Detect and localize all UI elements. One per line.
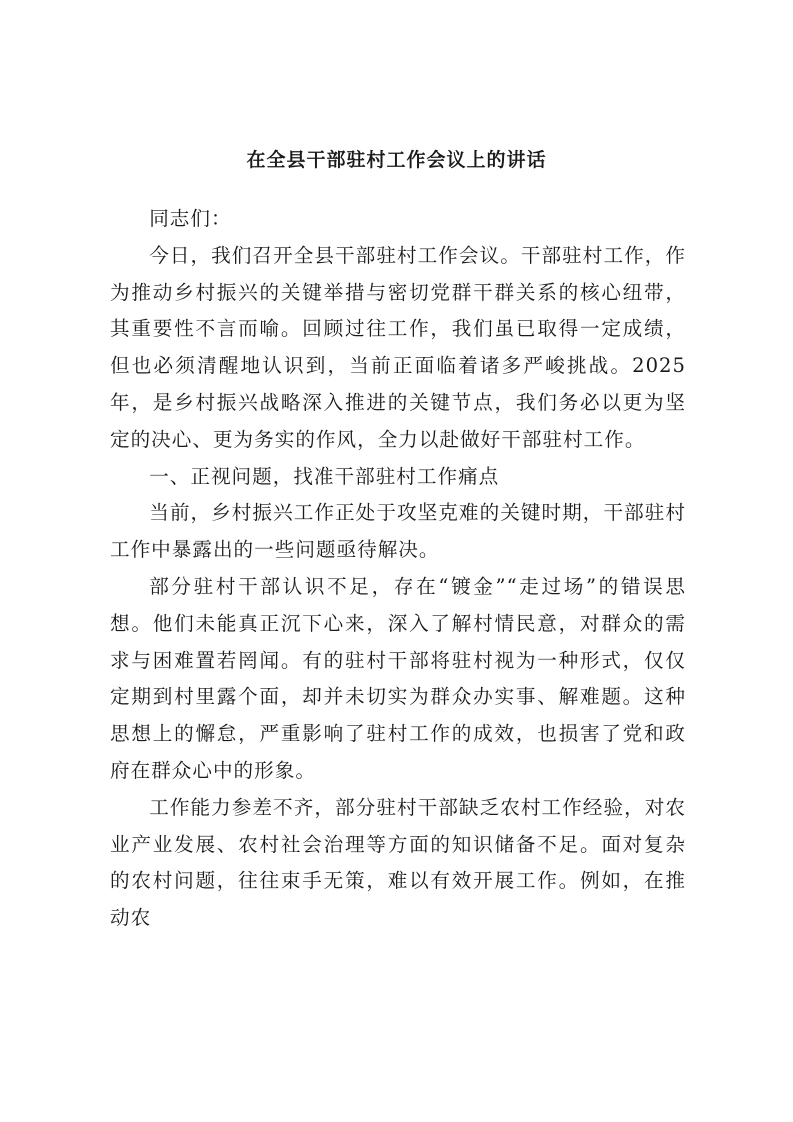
section-heading: 一、正视问题，找准干部驻村工作痛点 (149, 464, 500, 488)
body-paragraph: 当前，乡村振兴工作正处于攻坚克难的关键时期，干部驻村工作中暴露出的一些问题亟待解决。 (110, 501, 686, 562)
greeting-paragraph: 同志们： (149, 207, 232, 230)
body-paragraph: 部分驻村干部认识不足，存在“镀金”“走过场”的错误思想。他们未能真正沉下心来，深入了解村情民意，对群众的需求与困难置若罔闻。有的驻村干部将驻村视为一种形式，仅仅定期到村里露个面，却并未切实为群众办实事、解难题。这种思想上的懈怠，严重影响了驻村工作的成效，也损害了党和政府在群众心中的形象。 (110, 574, 686, 782)
intro-paragraph: 今日，我们召开全县干部驻村工作会议。干部驻村工作，作为推动乡村振兴的关键举措与密切党群干群关系的核心纽带，其重要性不言而喻。回顾过往工作，我们虽已取得一定成绩，但也必须清醒地认识到，当前正面临着诸多严峻挑战。2025 年，是乡村振兴战略深入推进的关键节点，我们务必以更为坚定的决心、更为务实的作风，全力以赴做好干部驻村工作。 (110, 243, 686, 451)
document-title: 在全县干部驻村工作会议上的讲话 (246, 149, 547, 171)
body-paragraph: 工作能力参差不齐，部分驻村干部缺乏农村工作经验，对农业产业发展、农村社会治理等方面的知识储备不足。面对复杂的农村问题，往往束手无策，难以有效开展工作。例如，在推动农 (110, 795, 686, 930)
document-body (110, 201, 686, 937)
